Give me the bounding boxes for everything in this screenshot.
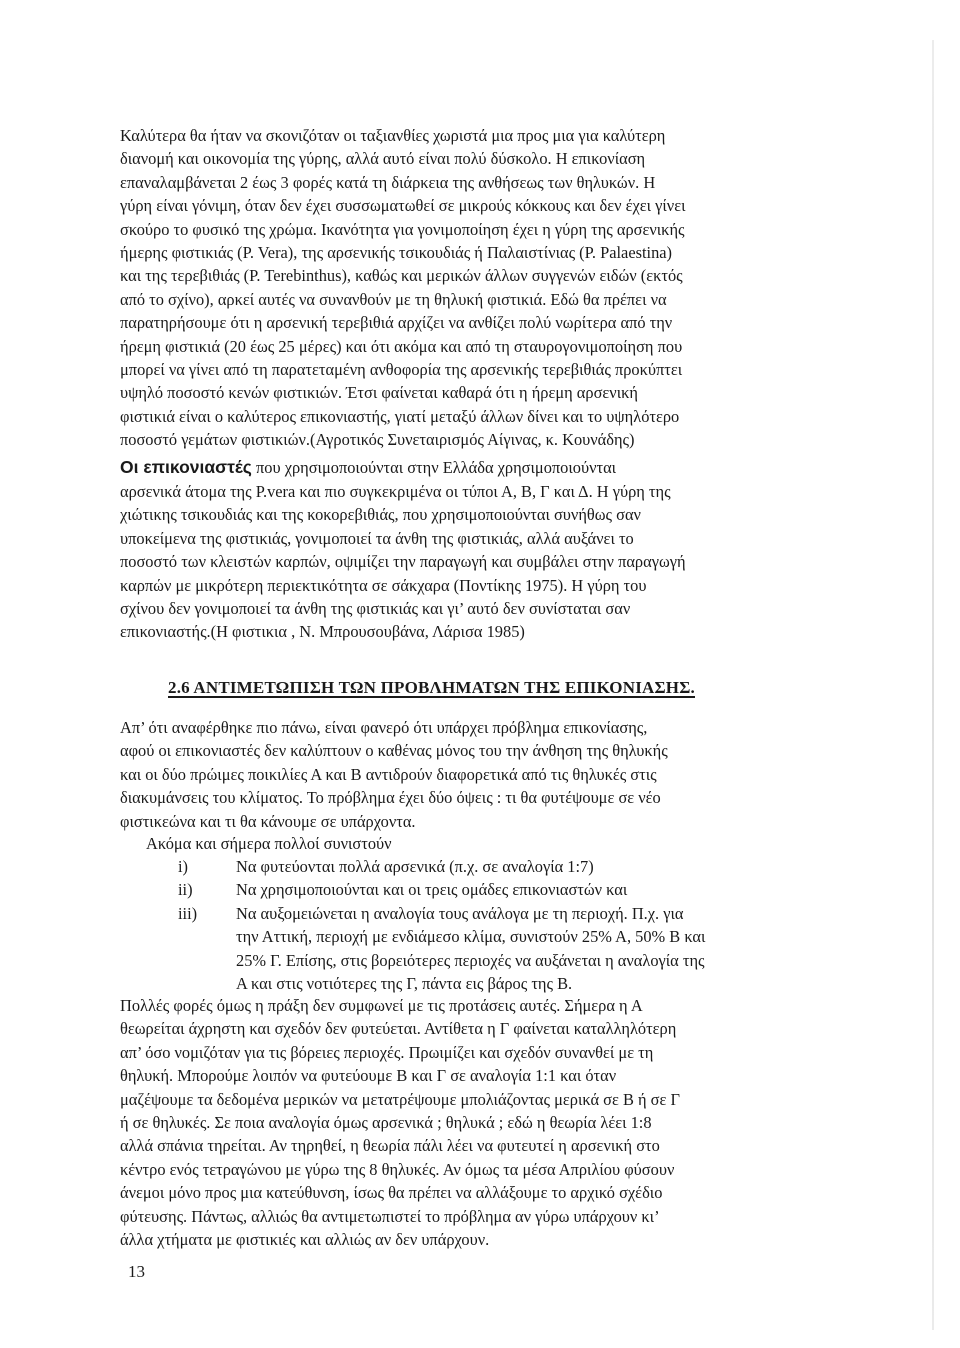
- text-line: από το σχίνο), αρκεί αυτές να συνανθούν με τη θηλυκή φιστικιά. Εδώ θα πρέπει να: [120, 289, 667, 309]
- list-item: [120, 878, 810, 901]
- text-line: Απ’ ότι αναφέρθηκε πιο πάνω, είναι φανερό ότι υπάρχει πρόβλημα επικονίασης,: [120, 718, 648, 737]
- text-line: Καλύτερα θα ήταν να σκονιζόταν οι ταξιανθίες χωριστά μια προς μια για καλύτερη: [120, 126, 666, 145]
- text-line: καρπών με μικρότερη περιεκτικότητα σε σάκχαρα (Ποντίκης 1975). Η γύρη του: [120, 575, 647, 595]
- text-line: απ’ όσο νομιζόταν για τις βόρειες περιοχές. Πρωιμίζει και σχεδόν συνανθεί με τη: [120, 1042, 654, 1062]
- text-line: χιώτικης τσικουδιάς και της κοκορεβιθιάς, που χρησιμοποιούνται συνήθως σαν: [120, 505, 641, 525]
- text-line: υποκείμενα της φιστικιάς, γονιμοποιεί τα άνθη της φιστικιάς, αλλά αυξάνει το: [120, 528, 634, 548]
- text-line: υψηλό ποσοστό κενών φιστικιών. Έτσι φαίνεται καθαρά ότι η ήρεμη αρσενική: [120, 383, 638, 403]
- text-line: αφού οι επικονιαστές δεν καλύπτουν ο καθένας μόνος του την άνθηση της θηλυκής: [120, 741, 668, 761]
- text-line: μαζέψουμε τα δεδομένα μερικών να μετατρέψουμε μπολιάζοντας μερικά σε Β ή σε Γ: [120, 1089, 680, 1109]
- list-marker: i): [178, 857, 189, 876]
- text-line: φιστικιά είναι ο καλύτερος επικονιαστής, γιατί μεταξύ άλλων δίνει και το υψηλότερο: [120, 406, 680, 426]
- text-line: Να αυξομειώνεται η αναλογία τους ανάλογα με τη περιοχή. Π.χ. για: [236, 903, 684, 923]
- text-line: γύρη είναι γόνιμη, όταν δεν έχει συσσωματωθεί σε μικρούς κόκκους και δεν έχει γίνει: [120, 196, 686, 216]
- paragraph-pollinators: [120, 455, 810, 644]
- paragraph-recommendations-intro: [146, 832, 836, 855]
- text-line: παρατηρήσουμε ότι η αρσενική τερεβιθιά αρχίζει να ανθίζει πολύ νωρίτερα από την: [120, 313, 673, 333]
- text-line: μπορεί να γίνει από τη παρατεταμένη ανθοφορία της αρσενικής τερεβιθιάς προκύπτει: [120, 359, 683, 379]
- text-line: θεωρείται άχρηστη και σχεδόν δεν φυτεύεται. Αντίθετα η Γ φαίνεται καταλληλότερη: [120, 1019, 677, 1039]
- list-marker: ii): [178, 880, 193, 900]
- text-line: ήρεμη φιστικιά (20 έως 25 μέρες) και ότι ακόμα και από τη σταυρογονιμοποίηση που: [120, 336, 683, 356]
- bold-term: Οι επικονιαστές: [120, 457, 252, 477]
- text-line: [120, 455, 810, 480]
- text-line: ή σε θηλυκές. Σε ποια αναλογία όμως αρσενικά ; θηλυκά ; εδώ η θεωρία λέει 1:8: [120, 1112, 652, 1132]
- list-marker: iii): [178, 903, 198, 923]
- text-line: Να χρησιμοποιούνται και οι τρεις ομάδες επικονιαστών και: [236, 880, 628, 900]
- text-line: επαναλαμβάνεται 2 έως 3 φορές κατά τη διάρκεια της ανθήσεως των θηλυκών. Η: [120, 172, 656, 192]
- text-line: και οι δύο πρώιμες ποικιλίες Α και Β αντιδρούν διαφορετικά από τις θηλυκές στις: [120, 764, 657, 784]
- text-line: επικονιαστής.(Η φιστικια , Ν. Μπρουσουβάνα, Λάρισα 1985): [120, 622, 525, 642]
- list-item: [120, 855, 810, 878]
- paragraph-problem: [120, 716, 810, 833]
- text-line: Πολλές φορές όμως η πράξη δεν συμφωνεί με τις προτάσεις αυτές. Σήμερα η Α: [120, 996, 643, 1015]
- page-number: 13: [128, 1262, 145, 1281]
- text-line: διακυμάνσεις του κλίματος. Το πρόβλημα έχει δύο όψεις : τι θα φυτέψουμε σε νέο: [120, 788, 661, 808]
- recommendations-list: [120, 855, 810, 995]
- list-item: [120, 902, 810, 996]
- text-line: άλλα χτήματα με φιστικιές και αλλιώς αν δεν υπάρχουν.: [120, 1229, 490, 1249]
- text-line: θηλυκή. Μπορούμε λοιπόν να φυτεύουμε Β και Γ σε αναλογία 1:1 και όταν: [120, 1066, 617, 1086]
- text-span: που χρησιμοποιούνται στην Ελλάδα χρησιμοποιούνται: [251, 458, 617, 477]
- text-line: την Αττική, περιοχή με ενδιάμεσο κλίμα, συνιστούν 25% Α, 50% Β και: [236, 927, 706, 947]
- text-line: ποσοστό γεμάτων φιστικιών.(Αγροτικός Συνεταιρισμός Αίγινας, κ. Κουνάδης): [120, 430, 635, 450]
- text-line: αρσενικά άτομα της P.vera και πιο συγκεκριμένα οι τύποι Α, Β, Γ και Δ. Η γύρη της: [120, 482, 671, 501]
- section-heading: 2.6 ΑΝΤΙΜΕΤΩΠΙΣΗ ΤΩΝ ΠΡΟΒΛΗΜΑΤΩΝ ΤΗΣ ΕΠΙΚΟΝΙΑΣΗΣ.: [168, 678, 695, 697]
- paragraph-practice: [120, 994, 810, 1251]
- text-line: αλλά σπάνια τηρείται. Αν τηρηθεί, η θεωρία πάλι λέει να φυτευτεί η αρσενική στο: [120, 1136, 660, 1156]
- text-line: διανομή και οικονομία της γύρης, αλλά αυτό είναι πολύ δύσκολο. Η επικονίαση: [120, 149, 646, 169]
- text-line: κέντρο ενός τετραγώνου με γύρω της 8 θηλυκές. Αν όμως τα μέσα Απριλίου φύσουν: [120, 1159, 675, 1179]
- text-line: Να φυτεύονται πολλά αρσενικά (π.χ. σε αναλογία 1:7): [236, 857, 594, 876]
- text-line: Α και στις νοτιότερες της Γ, πάντα εις βάρος της Β.: [236, 973, 573, 993]
- text-line: ποσοστό των κλειστών καρπών, οψιμίζει την παραγωγή και συμβάλει στην παραγωγή: [120, 552, 686, 572]
- text-line: φύτευσης. Πάντως, αλλιώς θα αντιμετωπιστεί το πρόβλημα αν γύρω υπάρχουν κι’: [120, 1206, 660, 1226]
- paragraph-pollination-intro: [120, 124, 810, 451]
- text-line: Ακόμα και σήμερα πολλοί συνιστούν: [146, 834, 392, 853]
- text-line: 25% Γ. Επίσης, στις βορειότερες περιοχές να αυξάνεται η αναλογία της: [236, 950, 705, 970]
- scan-edge-shadow: [932, 40, 934, 1330]
- text-line: και της τερεβιθιάς (P. Terebinthus), καθώς και μερικών άλλων συγγενών ειδών (εκτός: [120, 266, 683, 286]
- text-line: σκούρο το φυσικό της χρώμα. Ικανότητα για γονιμοποίηση έχει η γύρη της αρσενικής: [120, 219, 685, 239]
- text-line: σχίνου δεν γονιμοποιεί τα άνθη της φιστικιάς και γι’ αυτό δεν συνίσταται σαν: [120, 598, 631, 618]
- text-line: φιστικεώνα και τι θα κάνουμε σε υπάρχοντα.: [120, 811, 416, 831]
- text-line: άνεμοι μόνο προς μια κατεύθυνση, ίσως θα πρέπει να αλλάξουμε το αρχικό σχέδιο: [120, 1183, 663, 1203]
- text-line: ήμερης φιστικιάς (P. Vera), της αρσενικής τσικουδιάς ή Παλαιστίνιας (P. Palaestina): [120, 242, 673, 262]
